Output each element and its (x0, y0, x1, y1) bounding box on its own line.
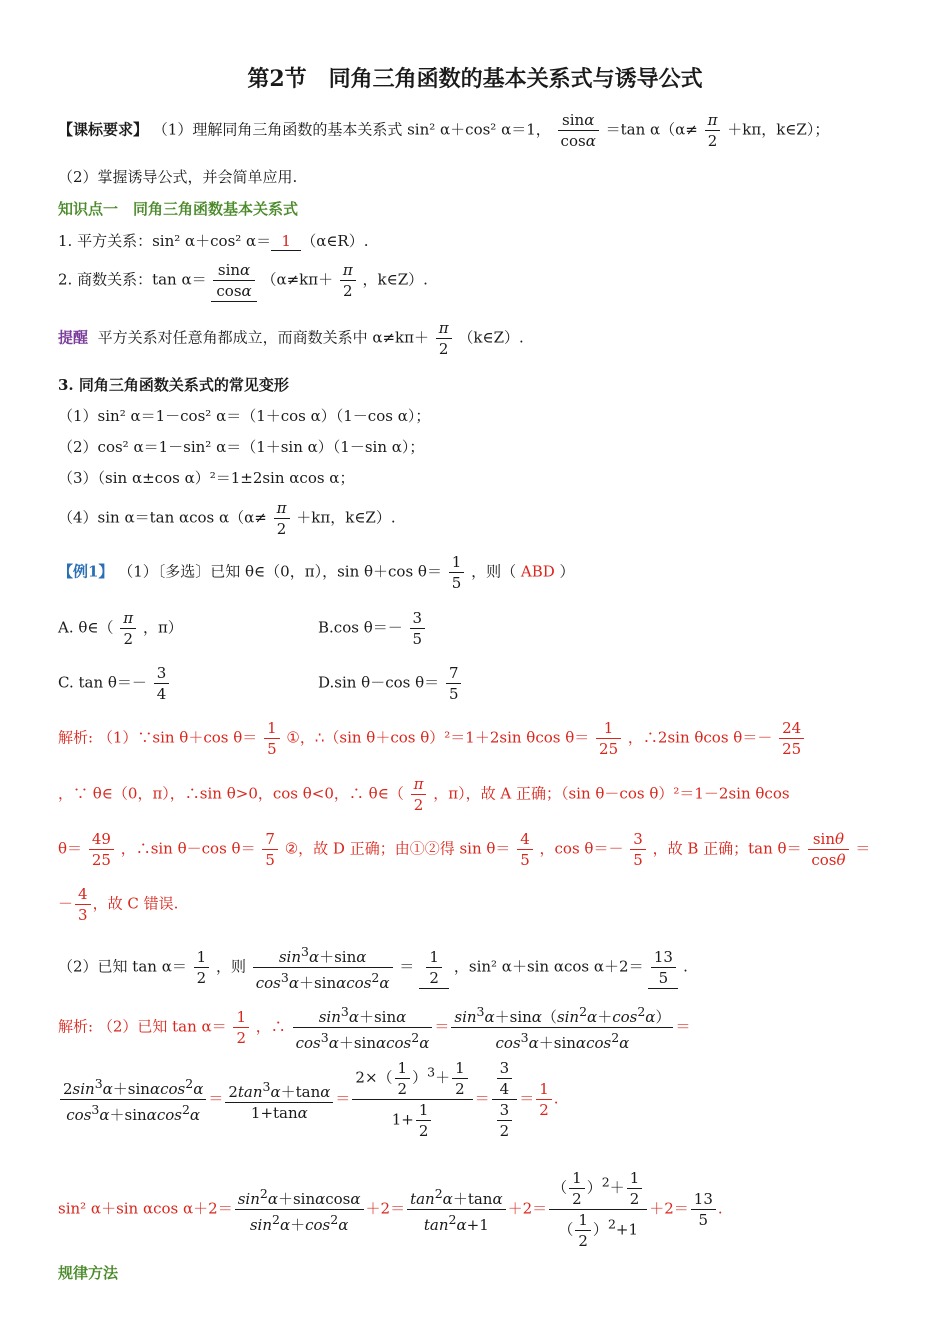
fraction: $\frac{1}{2}$ (194, 947, 210, 988)
fraction: $\frac{\sin^3\alpha+\sin\alpha}{\cos^3\alpha+\sin\alpha\cos^2\alpha}$ (293, 1002, 433, 1053)
tip-line: 提醒 平方关系对任意角都成立，而商数关系中 α≠kπ＋ $\frac{\pi}{2}$ （k∈Z）. (58, 319, 524, 358)
answer-blank: $\frac{13}{5}$ (651, 947, 676, 988)
option-c: C. tan θ＝－ $\frac{3}{4}$ (58, 663, 171, 704)
fraction: $\frac{\sin^2\alpha+\sin\alpha\cos\alpha}{\sin^2\alpha+\cos^2\alpha}$ (235, 1184, 364, 1235)
solution-line-4: － $\frac{4}{3}$ ，故 C 错误. (58, 885, 179, 924)
section-heading: 知识点一 同角三角函数基本关系式 (58, 200, 299, 218)
example-label: 【例1】 (58, 562, 114, 581)
fraction: $\frac{\sin^3\alpha+\sin\alpha(\sin^2\alpha+\cos^2\alpha)}{\cos^3\alpha+\sin\alpha\cos^2\alpha}$ (451, 1002, 673, 1053)
solution2-line-2: $\frac{2\sin^3\alpha+\sin\alpha\cos^2\alpha}{\cos^3\alpha+\sin\alpha\cos^2\alpha}$ ＝ $\frac{2\tan^3\alpha+\tan\alpha}{1+\tan\alpha}$ ＝ 2×（ $\frac{1}{2}$ ）$^3$＋ $\frac{1}{2}$ 1+ $\frac{1}{2}$ ＝ $\frac{\frac{3}{4}}{\frac{3}{2}}$ ＝ $\frac{1}{2}$ . (58, 1058, 910, 1141)
fraction: $\frac{2\tan^3\alpha+\tan\alpha}{1+\tan\alpha}$ (225, 1077, 333, 1123)
fraction: $\frac{\pi}{2}$ (340, 260, 356, 301)
fraction: $\frac{1}{2}$ (536, 1079, 552, 1120)
fraction: $\frac{3}{5}$ (630, 829, 646, 870)
fraction: $\frac{4}{5}$ (517, 829, 533, 870)
fraction: $\frac{\tan^2\alpha+\tan\alpha}{\tan^2\alpha+1}$ (407, 1184, 506, 1235)
fraction: $\frac{49}{25}$ (89, 829, 114, 870)
answer-blank: 1 (271, 232, 301, 251)
formula-3: （3）（sin α±cos α）²＝1±2sin αcos α； (58, 469, 355, 487)
solution2-line-1: 解析: （2）已知 tan α＝ $\frac{1}{2}$ ，∴ $\frac{\sin^3\alpha+\sin\alpha}{\cos^3\alpha+\sin\alpha\cos^2\alpha}$ ＝ $\frac{\sin^3\alpha+\sin\alpha(\sin^2\alpha+\cos^2\alpha)}{\cos^3\alpha+\sin\alpha\cos^2\alpha}$ ＝ (58, 1004, 691, 1052)
fraction: $\frac{\pi}{2}$ (274, 498, 290, 539)
formula-4: （4）sin α＝tan αcos α（α≠ $\frac{\pi}{2}$ ＋kπ，k∈Z）. (58, 499, 396, 538)
fraction: $\frac{\pi}{2}$ (120, 608, 136, 649)
fraction: $\frac{1}{5}$ (449, 552, 465, 593)
fraction: $\frac{\pi}{2}$ (436, 318, 452, 359)
fraction: $\frac{7}{5}$ (262, 829, 278, 870)
answer-blank: $\frac{1}{2}$ (426, 947, 442, 988)
fraction: $\frac{1}{25}$ (596, 718, 621, 759)
fraction: 2×（ $\frac{1}{2}$ ）$^3$＋ $\frac{1}{2}$ 1+ $\frac{1}{2}$ (352, 1058, 472, 1141)
fraction: $\frac{24}{25}$ (779, 718, 804, 759)
example-question-2: （2）已知 tan α＝ $\frac{1}{2}$ ，则 $\frac{\sin^3\alpha+\sin\alpha}{\cos^3\alpha+\sin\alpha\cos^2\alpha}$ ＝ $\frac{1}{2}$ ，sin² α＋sin αcos α＋2＝ $\frac{13}{5}$ . (58, 944, 688, 992)
option-b: B.cos θ＝－ $\frac{3}{5}$ (318, 608, 427, 649)
requirements-line-2: （2）掌握诱导公式，并会简单应用. (58, 168, 298, 186)
fraction: $\frac{13}{5}$ (691, 1189, 716, 1230)
fraction: $\frac{\pi}{2}$ (705, 110, 721, 151)
solution-label: 解析: (58, 728, 94, 747)
fraction: （ $\frac{1}{2}$ ）$^2$＋ $\frac{1}{2}$ （ $\frac{1}{2}$ ）$^2$+1 (549, 1168, 647, 1251)
solution-line-2: ，∵ θ∈（0，π），∴sin θ>0，cos θ<0，∴ θ∈（ $\frac{\pi}{2}$ ，π），故 A 正确；（sin θ－cos θ）²＝1－2sin θcos (58, 775, 790, 814)
fraction: $\frac{1}{2}$ (233, 1007, 249, 1048)
formula-2: （2）cos² α＝1－sin² α＝（1＋sin α）（1－sin α）； (58, 438, 425, 456)
example-question: 【例1】 （1）〔多选〕已知 θ∈（0，π），sin θ＋cos θ＝ $\frac{1}{5}$ ，则（ ABD ） (58, 553, 575, 592)
fraction: $\frac{3}{4}$ (154, 663, 170, 704)
section-heading: 3. 同角三角函数关系式的常见变形 (58, 376, 289, 394)
requirements-line-1: 【课标要求】 （1）理解同角三角函数的基本关系式 sin² α＋cos² α＝1， $\frac{\sin\alpha}{\cos\alpha}$ ＝tan α（α≠ $\frac{\pi}{2}$ ＋kπ，k∈Z）； (58, 111, 830, 150)
solution-line-3: θ＝ $\frac{49}{25}$ ，∴sin θ－cos θ＝ $\frac{7}{5}$ ②，故 D 正确；由①②得 sin θ＝ $\frac{4}{5}$ ，cos θ＝－ $\frac{3}{5}$ ，故 B 正确；tan θ＝ $\frac{\sin\theta}{\cos\theta}$ ＝ (58, 830, 871, 869)
fraction: $\frac{1}{5}$ (264, 718, 280, 759)
item-square-relation: 1. 平方关系：sin² α＋cos² α＝ 1 （α∈R）. (58, 232, 369, 250)
solution2-line-3: sin² α＋sin αcos α＋2＝ $\frac{\sin^2\alpha+\sin\alpha\cos\alpha}{\sin^2\alpha+\cos^2\alpha}$ ＋2＝ $\frac{\tan^2\alpha+\tan\alpha}{\tan^2\alpha+1}$ ＋2＝ （ $\frac{1}{2}$ ）$^2$＋ $\frac{1}{2}$ （ $\frac{1}{2}$ ）$^2$+1 ＋2＝ $\frac{13}{5}$ . (58, 1169, 723, 1250)
section-heading: 规律方法 (58, 1264, 119, 1282)
answer: ABD (520, 562, 555, 581)
tip-label: 提醒 (58, 328, 89, 347)
page-title: 第2节 同角三角函数的基本关系式与诱导公式 (247, 66, 703, 92)
solution-label: 解析: (58, 1017, 94, 1036)
fraction: $\frac{\sin^3\alpha+\sin\alpha}{\cos^3\alpha+\sin\alpha\cos^2\alpha}$ (253, 942, 393, 993)
option-d: D.sin θ－cos θ＝ $\frac{7}{5}$ (318, 663, 463, 704)
fraction: $\frac{7}{5}$ (446, 663, 462, 704)
requirements-label: 【课标要求】 (58, 120, 149, 139)
fraction: $\frac{4}{3}$ (75, 884, 91, 925)
fraction: $\frac{\sin\alpha}{\cos\alpha}$ (558, 110, 599, 151)
solution-line-1: 解析: （1）∵sin θ＋cos θ＝ $\frac{1}{5}$ ①，∴（sin θ＋cos θ）²＝1＋2sin θcos θ＝ $\frac{1}{25}$ ，∴2sin θcos θ＝－ $\frac{24}{25}$ (58, 718, 910, 759)
fraction: $\frac{\frac{3}{4}}{\frac{3}{2}}$ (492, 1058, 518, 1141)
fraction: $\frac{\sin\alpha}{\cos\alpha}$ (213, 260, 254, 301)
item-quotient-relation: 2. 商数关系：tan α＝ $\frac{\sin\alpha}{\cos\alpha}$ （α≠kπ＋ $\frac{\pi}{2}$ ，k∈Z）. (58, 261, 428, 300)
formula-1: （1）sin² α＝1－cos² α＝（1＋cos α）（1－cos α）； (58, 407, 431, 425)
fraction: $\frac{3}{5}$ (410, 608, 426, 649)
option-a: A. θ∈（ $\frac{\pi}{2}$ ，π） (58, 609, 183, 648)
fraction: $\frac{2\sin^3\alpha+\sin\alpha\cos^2\alpha}{\cos^3\alpha+\sin\alpha\cos^2\alpha}$ (60, 1074, 206, 1125)
fraction: $\frac{\sin\theta}{\cos\theta}$ (808, 829, 848, 870)
fraction: $\frac{\pi}{2}$ (411, 774, 427, 815)
